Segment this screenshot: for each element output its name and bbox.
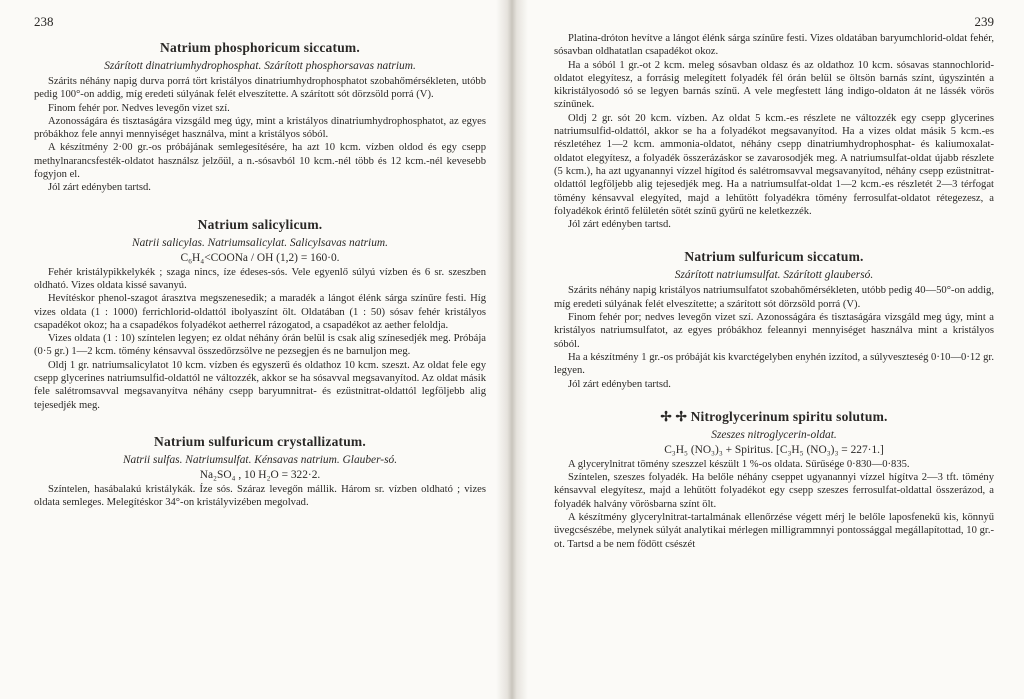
page-number-left: 238 [34, 14, 54, 29]
section-title-natrium-phosphoricum-siccatum: Natrium phosphoricum siccatum. [160, 40, 360, 55]
chemical-formula: Na₂SO₄ , 10 H₂O = 322·2. [199, 468, 321, 481]
page-number-right: 239 [974, 14, 994, 29]
paragraph: Platina-dróton hevítve a lángot élénk sárga színűre festi. Vizes oldatában baryumchlorid-oldat fehér, sósavban oldhatatlan csapadékot okoz. [554, 33, 994, 58]
cross-mark-icon: ✢ ✢ [660, 408, 687, 424]
paragraph: Azonosságára és tisztaságára vizsgáld meg úgy, mint a kristályos dinatriumhydrophosphatot, az egyes próbákhoz fele annyi mennyiséget használva, mint a kristályos sóból. [34, 115, 486, 141]
section-title-nitroglycerinum-spiritu-solutum [554, 409, 994, 425]
section-title-text: Nitroglycerinum spiritu solutum. [690, 408, 888, 424]
paragraph: Oldj 2 gr. sót 20 kcm. vízben. Az oldat 5 kcm.-es részlete ne változzék egy csepp glycerines natriumsulfid-oldattól, akkor se ha a folyadékot megsavanyítod. Ha a vizes oldat másik 5 kcm.-es részletéhez 1—2 kcm. ammonia-oldatot, néhány csepp dinatriumhydrophosphat- és kaliumoxalat-oldatot elegyítesz, a folyadék összerázáskor se zavarosodjék meg. A natriumsulfat-oldat újabb részlete (5 kcm.), ha azt ugyanannyi vízzel hígítod és salétromsavval megsavanyítod, néhány csepp ezüstnitrat-oldattól legföljebb alig tejesedjék meg. Ha a natriumsulfat-oldat 1—2 kcm.-es részletét 2—3 térfogat tömény kénsavval elegyíted, majd a lehűtött folyadékra tömény ferrosulfat-oldatot rétegezesz, a folyadékok érintő felületén sötét színű gyűrű ne keletkezzék. [554, 112, 994, 217]
paragraph: Jól zárt edényben tartsd. [48, 182, 151, 194]
section-title-natrium-salicylicum: Natrium salicylicum. [197, 216, 323, 232]
paragraph: Szárits néhány napig durva porrá tört kristályos dinatriumhydrophosphatot szobahőmérsékleten, utóbb pedig 100°-on addig, míg eredeti súlyának felét elveszítette. A szárított sót dörzsöld porrá (V). [34, 76, 486, 101]
paragraph: Ha a sóból 1 gr.-ot 2 kcm. meleg sósavban oldasz és az oldathoz 10 kcm. sósavas stannochlorid-oldatot elegyítesz, a forrásig melegített folyadék fél órán belül se öltsön barnás színt, úgyszintén a kikristályosodó só se legyen barnás színű. A vele megfestett láng indigo-oldaton át ne lássék vörös színűnek. [554, 59, 994, 111]
paragraph: A készítmény glycerylnitrat-tartalmának ellenőrzése végett mérj le belőle laposfenekű kis, könnyű üvegcsészébe, melynek súlyát analytikai mérlegen milligrammnyi pontossággal megállapítottad, 10 gr.-ot. Tartsd a be nem födött csészét [554, 512, 994, 550]
paragraph: Finom fehér por; nedves levegőn vizet szí. Azonosságára és tisztaságára vizsgáld meg úgy, mint a kristályos natriumsulfatot, az egyes próbákhoz feleannyi mennyiséget használva mint a kristályos sóból. [554, 312, 994, 350]
paragraph: Jól zárt edényben tartsd. [568, 378, 671, 390]
chemical-formula: C₆H₄<COONa / OH (1,2) = 160·0. [180, 251, 340, 264]
right-page [514, 0, 1024, 699]
section-title-natrium-sulfuricum-siccatum: Natrium sulfuricum siccatum. [684, 249, 864, 265]
section-title-natrium-sulfuricum-crystallizatum: Natrium sulfuricum crystallizatum. [154, 433, 366, 449]
left-page [0, 0, 510, 699]
paragraph: A glycerylnitrat tömény szeszzel készült 1 %-os oldata. Sűrűsége 0·830—0·835. [568, 458, 910, 470]
paragraph: Színtelen, hasábalakú kristálykák. Íze sós. Száraz levegőn mállik. Három sr. vízben oldható ; vizes oldata semleges. Melegítéskor 34°-on kristályvizében megolvad. [34, 483, 486, 509]
paragraph: Jól zárt edényben tartsd. [568, 219, 671, 231]
section-synonyms: Natrii sulfas. Natriumsulfat. Kénsavas natrium. Glauber-só. [122, 453, 398, 466]
paragraph: Hevítéskor phenol-szagot árasztva megszenesedik; a maradék a lángot élénk sárga színűre festi. Híg vizes oldata (1 : 1000) ferrichlorid-oldattól ibolyaszínt ölt. Oldatában (1 : 50) sósav fehér kristályos csapadékot okoz; ha a csapadékos folyadékot aetherrel rázogatod, a csapadékot az aether feloldja. [34, 293, 486, 331]
paragraph: Szárits néhány napig kristályos natriumsulfatot szobahőmérsékleten, utóbb pedig 40—50°-on addig, míg eredeti súlyának felét elveszítette; a szárított sót dörzsöld porrá (V). [554, 285, 994, 310]
paragraph: Fehér kristálypikkelykék ; szaga nincs, íze édeses-sós. Vele egyenlő súlyú vízben és 6 sr. szeszben oldható. Vizes oldata kissé savanyú. [34, 266, 486, 291]
section-synonyms: Szeszes nitroglycerin-oldat. [711, 428, 837, 441]
paragraph: Finom fehér por. Nedves levegőn vizet szí. [48, 102, 230, 114]
paragraph: Színtelen, szeszes folyadék. Ha belőle néhány cseppet ugyanannyi vízzel hígítva 2—3 tft. tömény kénsavval elegyítesz, majd a lehűtött folyadékot egy csepp szeszes ferrosulfat-oldattal összerázod, a folyadék halvány vörösbarna színt ölt. [554, 472, 994, 510]
paragraph: Oldj 1 gr. natriumsalicylatot 10 kcm. vízben és egyszerű és oldathoz 10 kcm. szeszt. Az oldat fele egy csepp glycerines natriumsulfid-oldattól ne változzék, akkor se ha sósavval megsavanyítod. Az oldat másik fele salétromsavval megsavanyítva néhány csepp baryumnitrat- és ezüstnitrat-oldattól legföljebb alig tejesedjék meg. [34, 359, 486, 411]
section-synonyms: Szárított natriumsulfat. Szárított glaubersó. [674, 269, 874, 282]
paragraph: Vizes oldata (1 : 10) színtelen legyen; ez oldat néhány órán belül is csak alig színesedjék meg. Próbája (0·5 gr.) 1—2 kcm. tömény kénsavval összedörzsölve ne pezsegjen és ne barnuljon meg. [34, 333, 486, 358]
chemical-formula: C₃H₅ (NO₃)₃ + Spiritus. [C₃H₅ (NO₃)₃ = 227·1.] [664, 443, 884, 456]
paragraph: Ha a készítmény 1 gr.-os próbáját kis kvarctégelyben enyhén izzítod, a súlyveszteség 0·10—0·12 gr. legyen. [554, 351, 994, 377]
paragraph: A készítmény 2·00 gr.-os próbájának semlegesítésére, ha azt 10 kcm. vízben oldod és egy csepp methylnarancsfesték-oldatot használsz jelzőül, a n.-sósavból 10 kcm.-nél több és 12 kcm.-nél kevesebb fogyjon el. [34, 142, 486, 181]
section-synonyms: Natrii salicylas. Natriumsalicylat. Salicylsavas natrium. [132, 236, 388, 249]
section-synonyms: Szárított dinatriumhydrophosphat. Szárított phosphorsavas natrium. [104, 60, 416, 72]
